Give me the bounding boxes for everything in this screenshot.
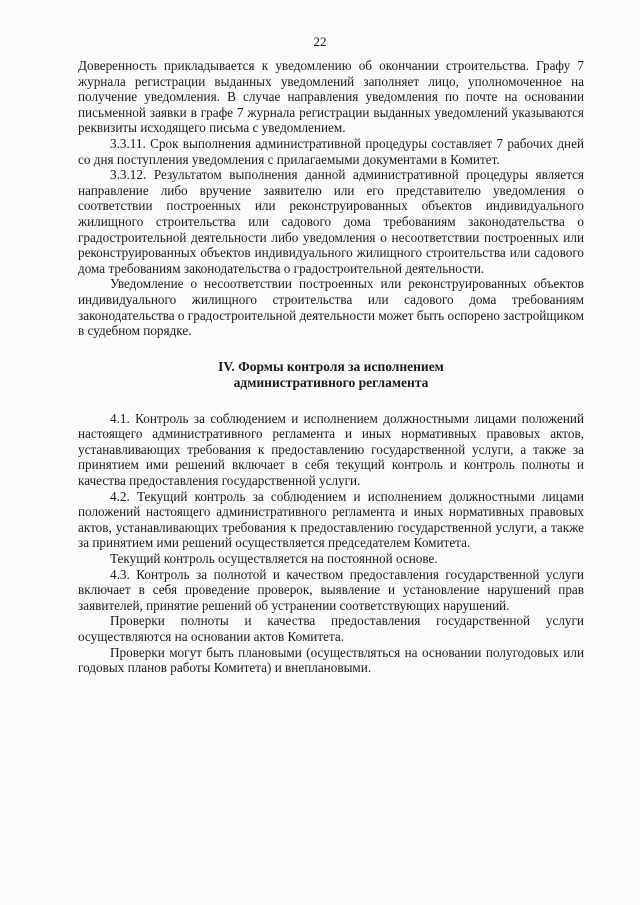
paragraph-3-3-12: 3.3.12. Результатом выполнения данной административной процедуры является направление либо вручение заявителю или его представителю уведомления о соответствии построенных или реконструированных объектов индивидуального жилищного строительства или садового дома требованиям законодательства о градостроительной деятельности либо уведомления о несоответствии построенных или реконструированных объектов индивидуального жилищного строительства или садового дома требованиям законодательства о градостроительной деятельности. <box>78 167 584 276</box>
section-heading <box>78 359 584 391</box>
paragraph-3-3-11: 3.3.11. Срок выполнения административной процедуры составляет 7 рабочих дней со дня поступления уведомления с прилагаемыми документами в Комитет. <box>78 135 584 167</box>
paragraph-inspection-types: Проверки могут быть плановыми (осуществляться на основании полугодовых или годовых планов работы Комитета) и внеплановыми. <box>78 644 584 676</box>
paragraph-inspection-basis: Проверки полноты и качества предоставления государственной услуги осуществляются на основании актов Комитета. <box>78 613 584 644</box>
paragraph-non-compliance-notice: Уведомление о несоответствии построенных или реконструированных объектов индивидуального жилищного строительства или садового дома требованиям законодательства о градостроительной деятельности может быть оспорено застройщиком в судебном порядке. <box>78 276 584 339</box>
section-heading-line-1: IV. Формы контроля за исполнением <box>218 358 444 374</box>
paragraph-ongoing-control: Текущий контроль осуществляется на постоянной основе. <box>110 551 438 567</box>
paragraph-4-1: 4.1. Контроль за соблюдением и исполнением должностными лицами положений настоящего административного регламента и иных нормативных правовых актов, устанавливающих требования к предоставлению государственной услуги, а также за принятием ими решений включает в себя текущий контроль и контроль полноты и качества предоставления государственной услуги. <box>78 410 584 489</box>
paragraph-power-of-attorney: Доверенность прикладывается к уведомлению об окончании строительства. Графу 7 журнала регистрации выданных уведомлений заполняет лицо, уполномоченное на получение уведомления. В случае направления уведомления по почте на основании письменной заявки в графе 7 журнала регистрации выданных уведомлений указываются реквизиты исходящего письма с уведомлением. <box>78 58 584 136</box>
paragraph-4-3: 4.3. Контроль за полнотой и качеством предоставления государственной услуги включает в себя проведение проверок, выявление и установление нарушений прав заявителей, принятие решений об устранении соответствующих нарушений. <box>78 566 584 613</box>
document-body <box>78 58 584 676</box>
page-number: 22 <box>313 34 327 49</box>
paragraph-4-2: 4.2. Текущий контроль за соблюдением и исполнением должностными лицами положений настоящего административного регламента и иных нормативных правовых актов, устанавливающих требования к предоставлению государственной услуги, а также за принятием ими решений осуществляется председателем Комитета. <box>78 488 584 551</box>
section-heading-line-2: административного регламента <box>233 374 429 390</box>
